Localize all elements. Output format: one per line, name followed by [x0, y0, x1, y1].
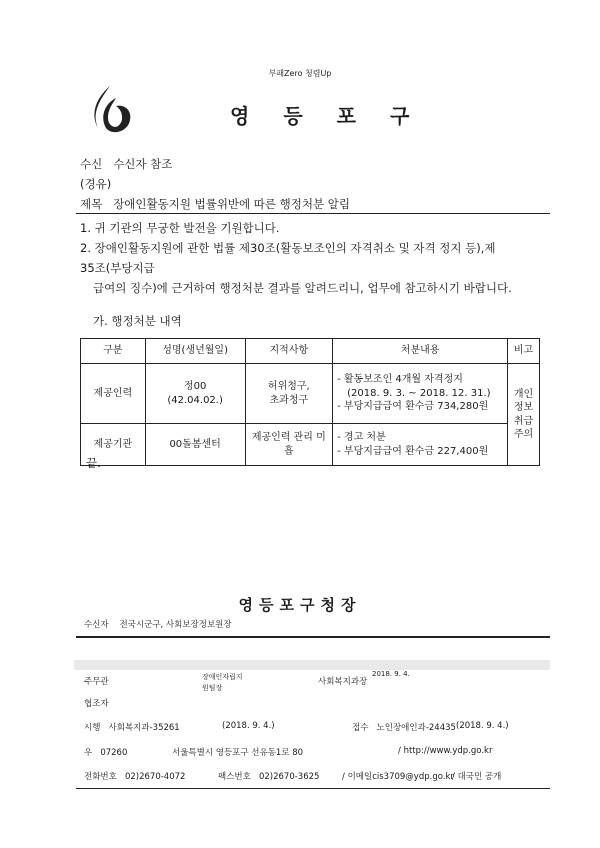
enforce-date: (2018. 9. 4.) [222, 721, 275, 731]
disclosure-text: / 대국민 공개 [452, 772, 502, 782]
scan-band [74, 660, 550, 670]
fax-label: 팩스번호 [218, 772, 251, 782]
approver-title: 사회복지과장 [318, 677, 368, 687]
subject-divider [76, 213, 550, 214]
birthdate-text: (42.04.02.) [167, 394, 223, 406]
via-line: (경유) [80, 177, 112, 191]
recipients-value: 전국시군구, 사회보장정보원장 [119, 620, 232, 630]
fax-line [218, 770, 319, 782]
enforce-line [84, 721, 180, 733]
enforce-label: 시행 [84, 723, 101, 733]
remark-text: 주의 [513, 429, 534, 440]
enforce-number: 사회복지과-35261 [108, 723, 180, 733]
footer-divider [76, 788, 550, 789]
recipients-line [84, 618, 232, 630]
fax-number: 02)2670-3625 [258, 772, 320, 782]
issue-cell [245, 424, 333, 466]
email-link[interactable]: / 이메일cis3709@ydp.go.kr [342, 772, 454, 782]
disposition-table [80, 338, 540, 466]
column-header: 성명(생년월일) [145, 339, 245, 364]
district-logo-icon [88, 84, 134, 136]
subject-line [80, 196, 350, 212]
name-cell [145, 364, 245, 424]
organization-title: 영등포구 [230, 104, 444, 128]
name-cell: 00돌봄센터 [145, 424, 245, 466]
category-cell: 제공인력 [81, 364, 146, 424]
phone-line [84, 770, 185, 782]
remark-cell [508, 364, 540, 466]
table-header-row [81, 339, 540, 364]
postal-label: 우 [84, 748, 93, 758]
issue-cell [245, 364, 333, 424]
recipient-value: 수신자 참조 [113, 157, 173, 171]
subject-label: 제목 [80, 197, 103, 211]
action-cell [333, 364, 508, 424]
action-cell [333, 424, 508, 466]
remark-text: 취급 [513, 415, 534, 427]
address-text: 서울특별시 영등포구 선유동1로 80 [172, 748, 304, 758]
category-cell: 제공기관 [81, 424, 146, 466]
middle-approver-title: 원팀장 [202, 684, 223, 692]
paragraph-2-line-2: 35조(부당지급 [80, 261, 155, 275]
receipt-number: 노인장애인과-24435 [376, 723, 456, 733]
signature-divider [76, 636, 550, 638]
remark-text: 정보 [513, 402, 534, 413]
remark-text: 개인 [513, 388, 534, 400]
receipt-label: 접수 [352, 723, 369, 733]
approval-date: 2018. 9. 4. [372, 670, 410, 678]
issue-text: 허위청구, [267, 381, 310, 392]
column-header: 지적사항 [245, 339, 333, 364]
paragraph-2-line-3: 급여의 징수)에 근거하여 행정처분 결과를 알려드리니, 업무에 참고하시기 바랍니다. [93, 281, 512, 295]
postal-line [84, 746, 127, 758]
motto-slogan: 부패Zero 청렴Up [268, 69, 332, 78]
issuer-title: 영등포구청장 [238, 596, 362, 614]
subject-value: 장애인활동지원 법률위반에 따른 행정처분 알림 [113, 197, 350, 211]
action-text: - 경고 처분 [337, 432, 386, 443]
name-text: 정00 [183, 381, 207, 392]
column-header: 처분내용 [333, 339, 508, 364]
cooperator-label: 협조자 [84, 699, 109, 709]
column-header: 구분 [81, 339, 146, 364]
column-header: 비고 [508, 339, 540, 364]
issue-text: 초과청구 [269, 394, 309, 406]
action-text: - 활동보조인 4개월 자격정지 [337, 374, 463, 386]
phone-label: 전화번호 [84, 772, 117, 782]
issue-text: 제공인력 관리 미 [251, 432, 326, 443]
receipt-line [352, 721, 456, 733]
recipient-label: 수신 [80, 157, 103, 171]
action-text: - 부당지급급여 환수금 227,400원 [337, 445, 489, 457]
receipt-date: (2018. 9. 4.) [456, 721, 509, 731]
end-mark: 끝. [86, 456, 101, 470]
issue-text: 흡 [283, 445, 294, 457]
website-link[interactable]: / http://www.ydp.go.kr [398, 746, 493, 756]
paragraph-1: 1. 귀 기관의 무궁한 발전을 기원합니다. [80, 221, 280, 235]
postal-code: 07260 [100, 748, 128, 758]
action-text: - 부당지급급여 환수금 734,280원 [337, 401, 489, 413]
table-row [81, 424, 540, 466]
sub-heading: 가. 행정처분 내역 [93, 314, 182, 328]
recipient-line [80, 156, 172, 172]
table-row [81, 364, 540, 424]
recipients-label: 수신자 [84, 620, 109, 630]
phone-number: 02)2670-4072 [124, 772, 186, 782]
action-text: (2018. 9. 3. ~ 2018. 12. 31.) [347, 387, 491, 399]
middle-approver-title: 장애인자립지 [202, 673, 243, 681]
paragraph-2-line-1: 2. 장애인활동지원에 관한 법률 제30조(활동보조인의 자격취소 및 자격 정지 등),제 [80, 241, 496, 255]
drafter-label: 주무관 [84, 677, 109, 687]
